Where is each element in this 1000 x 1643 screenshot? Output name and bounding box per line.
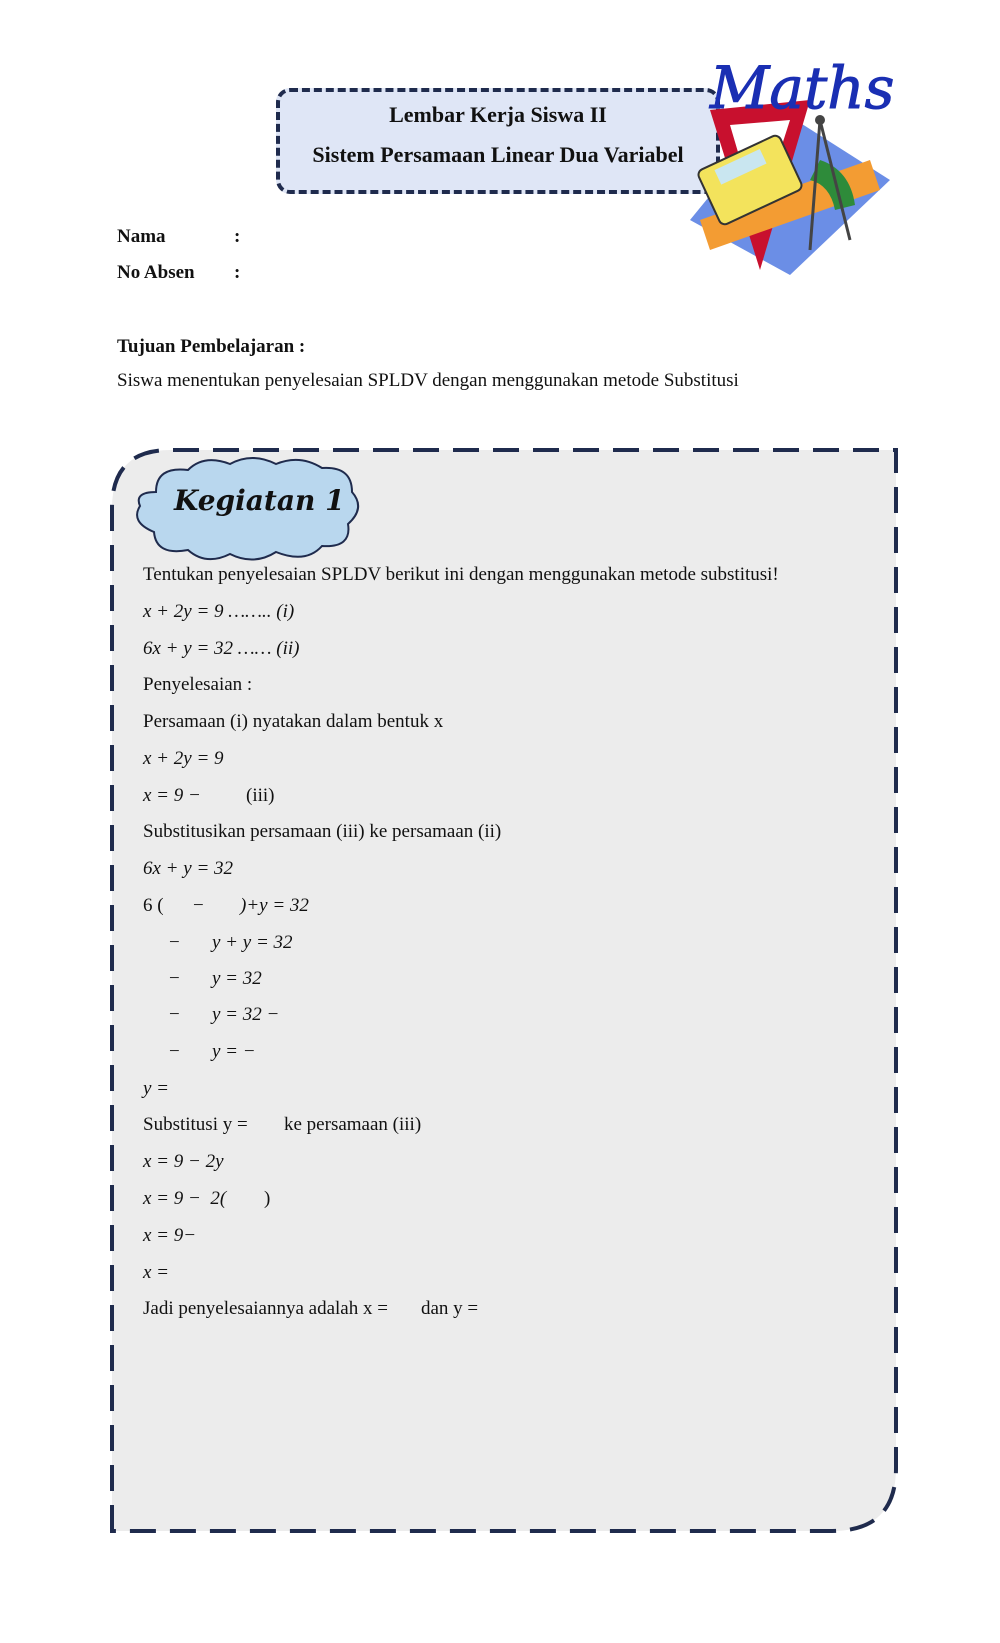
- equation-1: x + 2y = 9 …….. (i): [143, 601, 295, 622]
- activity-title: Kegiatan 1: [174, 484, 345, 517]
- title-line-2: Sistem Persamaan Linear Dua Variabel: [312, 142, 684, 167]
- step-x-sub-close: ): [264, 1188, 271, 1209]
- instruction: Tentukan penyelesaian SPLDV berikut ini dengan menggunakan metode substitusi!: [143, 564, 779, 585]
- name-colon: :: [234, 226, 241, 247]
- goal-title: Tujuan Pembelajaran :: [117, 336, 306, 357]
- step-8-minus: −: [169, 968, 180, 989]
- step-6-minus: −: [193, 895, 204, 916]
- step-x-expr: x = 9 − 2y: [143, 1151, 224, 1172]
- goal-text: Siswa menentukan penyelesaian SPLDV dengan menggunakan metode Substitusi: [117, 370, 739, 391]
- step-6-close: )+y = 32: [240, 895, 309, 916]
- absen-label: No Absen: [117, 262, 195, 283]
- name-label: Nama: [117, 226, 166, 247]
- step-substitute-y: Substitusi y =: [143, 1114, 248, 1135]
- step-x-sub: x = 9 − 2(: [143, 1188, 227, 1209]
- step-equation: x + 2y = 9: [143, 748, 224, 769]
- step-8-expr: y = 32: [212, 968, 262, 989]
- equation-2: 6x + y = 32 …… (ii): [143, 638, 300, 659]
- step-9-expr: y = 32 −: [212, 1004, 280, 1025]
- step-10-minus: −: [169, 1041, 180, 1062]
- title-box: [276, 88, 720, 194]
- step-x-blank: x = 9 −: [143, 785, 201, 806]
- title-line-1: Lembar Kerja Siswa II: [389, 102, 607, 127]
- solution-label: Penyelesaian :: [143, 674, 253, 695]
- step-express-x: Persamaan (i) nyatakan dalam bentuk x: [143, 711, 444, 732]
- step-9-minus: −: [169, 1004, 180, 1025]
- conclusion-x: Jadi penyelesaiannya adalah x =: [143, 1298, 388, 1319]
- step-6-open: 6 (: [143, 895, 164, 916]
- step-eq-ii: 6x + y = 32: [143, 858, 234, 879]
- step-label-iii: (iii): [246, 785, 275, 806]
- absen-colon: :: [234, 262, 241, 283]
- step-into-iii: ke persamaan (iii): [284, 1114, 422, 1135]
- step-substitute: Substitusikan persamaan (iii) ke persamaan (ii): [143, 821, 502, 842]
- math-tools-icon: [670, 30, 910, 290]
- step-10-expr: y = −: [212, 1041, 256, 1062]
- step-7-minus: −: [169, 932, 180, 953]
- step-x-result: x =: [143, 1262, 170, 1283]
- logo-text: Maths: [710, 54, 895, 122]
- step-y-result: y =: [143, 1078, 170, 1099]
- step-7-expr: y + y = 32: [212, 932, 293, 953]
- conclusion-y: dan y =: [421, 1298, 479, 1319]
- step-x-minus: x = 9−: [143, 1225, 197, 1246]
